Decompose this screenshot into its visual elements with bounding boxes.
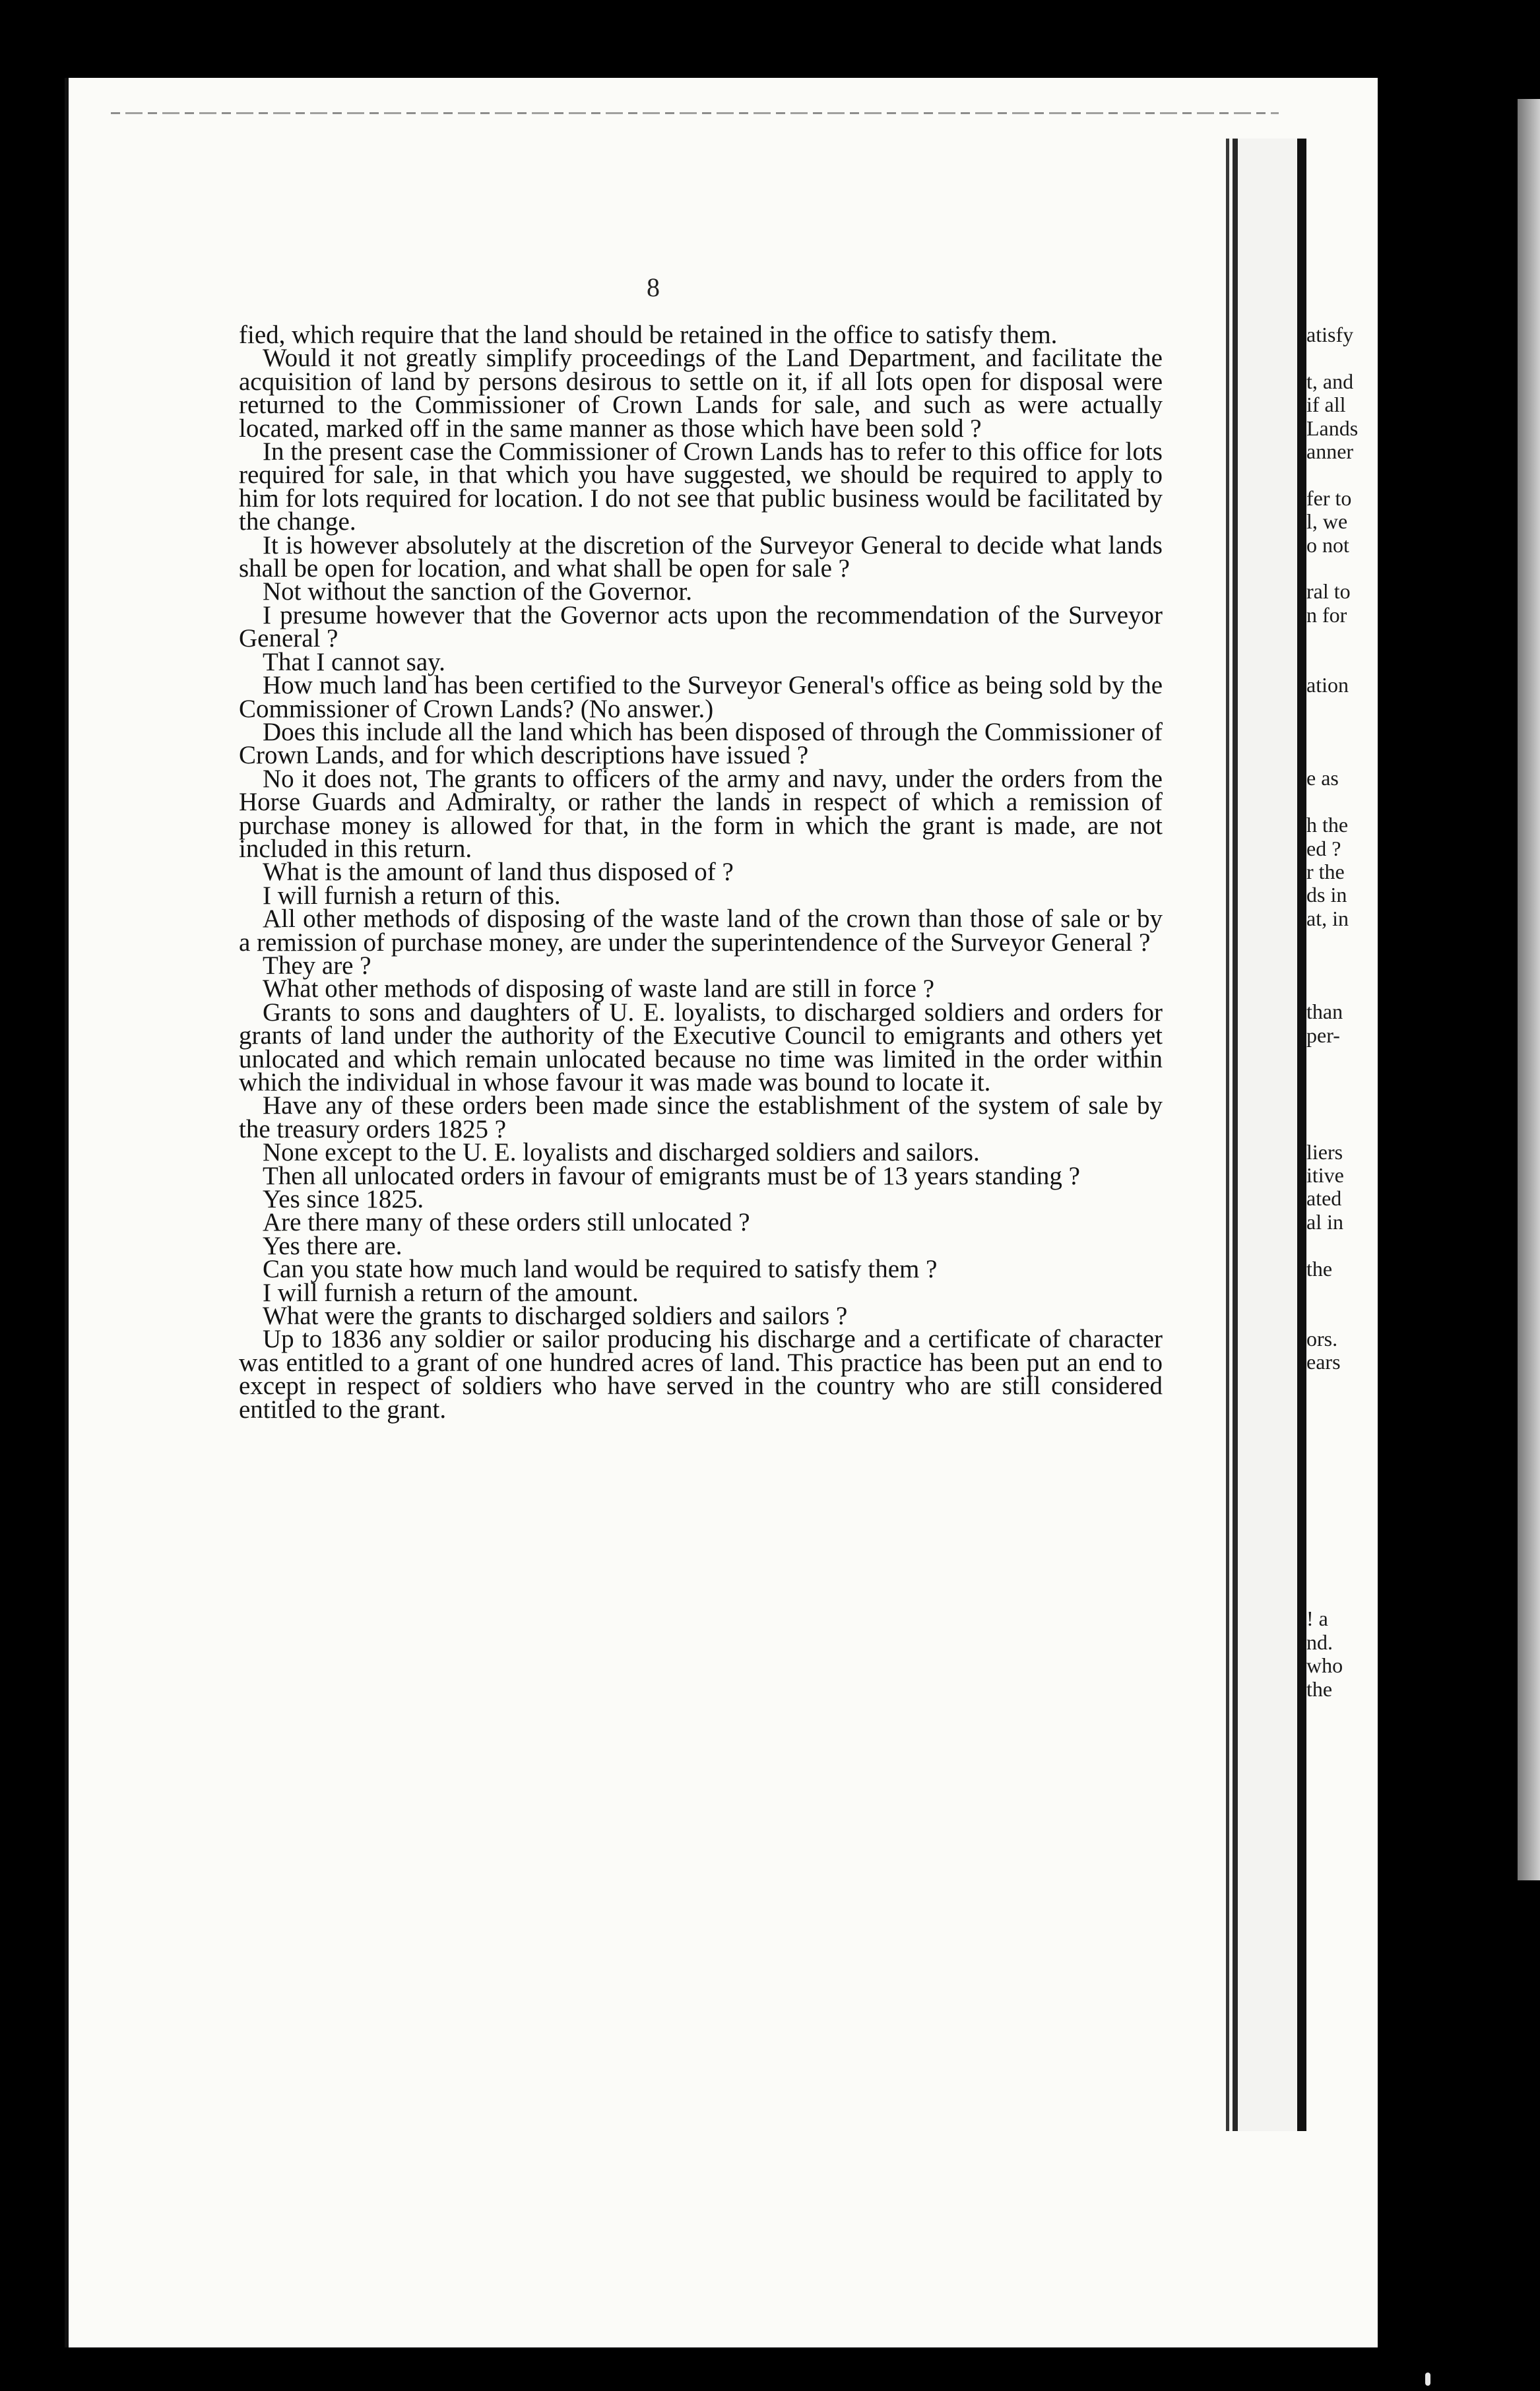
facing-page-fragment: than [1306,1000,1343,1024]
paragraph: Can you state how much land would be required to satisfy them ? [263,1255,938,1284]
paragraph: It is however absolutely at the discretion of the Surveyor General to decide what lands shall be open for location, and what shall be open for sale ? [239,530,1163,583]
facing-page-fragment [1306,1537,1379,1560]
facing-page-fragment: ated [1306,1187,1342,1211]
facing-page-fragment: o not [1306,533,1349,557]
facing-page-fragment: l, we [1306,510,1348,534]
facing-page-fragment: h the [1306,813,1349,837]
paragraph: Yes since 1825. [263,1185,424,1214]
paragraph: What other methods of disposing of waste land are still in force ? [263,974,935,1004]
facing-page-fragment: nd. [1306,1630,1333,1654]
facing-page-fragment [1306,744,1379,767]
paragraph: Grants to sons and daughters of U. E. loyalists, to discharged soldiers and orders for grants of land under the authority of the Executive Council to emigrants and others yet unlocated and which remain unlocated because no time was limited in the order within which the individual in whose favour it was made was bound to locate it. [239,998,1163,1097]
paragraph: I will furnish a return of this. [263,881,561,910]
facing-page-fragment: e as [1306,767,1339,790]
facing-page-fragment [1306,1561,1379,1584]
facing-page-fragment [1306,1117,1379,1140]
facing-page-fragment: the [1306,1677,1333,1701]
facing-page-fragment: t, and [1306,369,1354,393]
facing-page-fragment: at, in [1306,907,1349,930]
paragraph: Would it not greatly simplify proceedings of the Land Department, and facilitate the acquisition of land by persons desirous to settle on it, if all lots open for disposal were returned to the Commissioner of Crown Lands for sale, and such as were actually located, marked off in the same manner as those which have been sold ? [239,344,1163,443]
paragraph: In the present case the Commissioner of Crown Lands has to refer to this office for lots required for sale, in that which you have suggested, we should be required to apply to him for lots required for location. I do not see that public business would be facilitated by the change. [239,437,1163,536]
paragraph: Then all unlocated orders in favour of emigrants must be of 13 years standing ? [263,1161,1080,1190]
facing-page-fragment [1306,1281,1379,1304]
paragraph: No it does not, The grants to officers of the army and navy, under the orders from the Horse Guards and Admiralty, or rather the lands in respect of which a remission of purchase money is allowed for that, in the form in which the grant is made, are not included in this return. [239,764,1163,863]
facing-page-fragment [1306,697,1379,720]
paragraph: What is the amount of land thus disposed of ? [263,858,734,887]
paragraph: How much land has been certified to the Surveyor General's office as being sold by the Commissioner of Crown Lands? (No answer.) [239,671,1163,723]
paragraph: Does this include all the land which has been disposed of through the Commissioner of Crown Lands, and for which descriptions have issued ? [239,717,1163,770]
page-number: 8 [647,272,660,302]
page-left-edge [65,78,69,2347]
facing-page-fragment [1306,650,1379,673]
paragraph: I will furnish a return of the amount. [263,1278,639,1307]
paragraph: That I cannot say. [263,647,445,676]
paragraph: Not without the sanction of the Governor. [263,577,692,606]
facing-page-fragment: ! a [1306,1607,1328,1631]
facing-page-fragment: if all [1306,393,1346,417]
facing-page-fragment [1306,557,1379,580]
facing-page-fragment: Lands [1306,416,1359,440]
facing-page-fragment: anner [1306,439,1354,463]
facing-page-fragment [1306,1071,1379,1094]
paragraph: None except to the U. E. loyalists and discharged soldiers and sailors. [263,1138,980,1167]
paragraph: Up to 1836 any soldier or sailor producing his discharge and a certificate of character was entitled to a grant of one hundred acres of land. This practice has been put an end to except in respect of soldiers who have served in the country who are still considered entitled to the grant. [239,1325,1163,1424]
facing-page-fragment [1306,1397,1379,1420]
facing-page-fragment [1306,977,1379,1000]
facing-page-fragment [1306,1374,1379,1397]
facing-page-fragment: liers [1306,1140,1343,1164]
paragraph: I presume however that the Governor acts upon the recommendation of the Surveyor General ? [239,600,1163,653]
gutter-fold-line [1226,139,1238,2131]
gutter-fold [1238,139,1297,2131]
facing-page-fragment [1306,1234,1379,1257]
facing-page-fragment [1306,954,1379,977]
facing-page-fragment: ds in [1306,883,1347,907]
facing-page-fragment: fer to [1306,486,1352,510]
facing-page-fragment [1306,1467,1379,1490]
facing-page-fragment [1306,1420,1379,1444]
paragraph: Yes there are. [263,1231,402,1260]
facing-page-fragment: ors. [1306,1327,1338,1351]
facing-page-fragment [1306,627,1379,650]
facing-page-fragment [1306,1094,1379,1117]
facing-page-fragment: ed ? [1306,837,1341,860]
facing-page-fragment [1306,720,1379,744]
scan-mark [1425,2373,1430,2386]
facing-page-fragment [1306,1444,1379,1467]
paragraph: fied, which require that the land should be retained in the office to satisfy them. [239,321,1058,349]
facing-page-fragment [1306,1584,1379,1607]
facing-page-fragments [1306,323,1379,1701]
top-scan-rule [111,112,1279,114]
facing-page-fragment: who [1306,1654,1343,1678]
facing-page-fragment [1306,1514,1379,1537]
facing-page-fragment: the [1306,1257,1333,1281]
facing-page-fragment: per- [1306,1023,1340,1047]
facing-page-fragment [1306,463,1379,486]
paragraph: Are there many of these orders still unlocated ? [263,1208,750,1237]
facing-page-fragment: ation [1306,673,1349,697]
facing-page-fragment [1306,1491,1379,1514]
facing-page-fragment [1306,1304,1379,1327]
gutter-shadow [1297,139,1306,2131]
facing-page-fragment [1306,1047,1379,1070]
paragraph: They are ? [263,951,371,980]
facing-page-fragment [1306,346,1379,369]
facing-page-fragment: itive [1306,1164,1344,1188]
paragraph: All other methods of disposing of the waste land of the crown than those of sale or by a remission of purchase money, are under the superintendence of the Surveyor General ? [239,905,1163,957]
facing-page-fragment: atisfy [1306,323,1354,346]
next-page-edge [1518,99,1540,1880]
facing-page-fragment: n for [1306,603,1347,627]
page-text [239,321,1163,1424]
facing-page-fragment [1306,790,1379,813]
paragraph: Have any of these orders been made since the establishment of the system of sale by the treasury orders 1825 ? [239,1091,1163,1143]
scan-border-right [1378,53,1540,2391]
facing-page-fragment: r the [1306,860,1345,883]
facing-page-fragment [1306,930,1379,953]
facing-page-fragment: al in [1306,1210,1343,1234]
paragraph: What were the grants to discharged soldiers and sailors ? [263,1302,848,1331]
facing-page-fragment: ral to [1306,580,1351,604]
facing-page-fragment: ears [1306,1351,1341,1374]
